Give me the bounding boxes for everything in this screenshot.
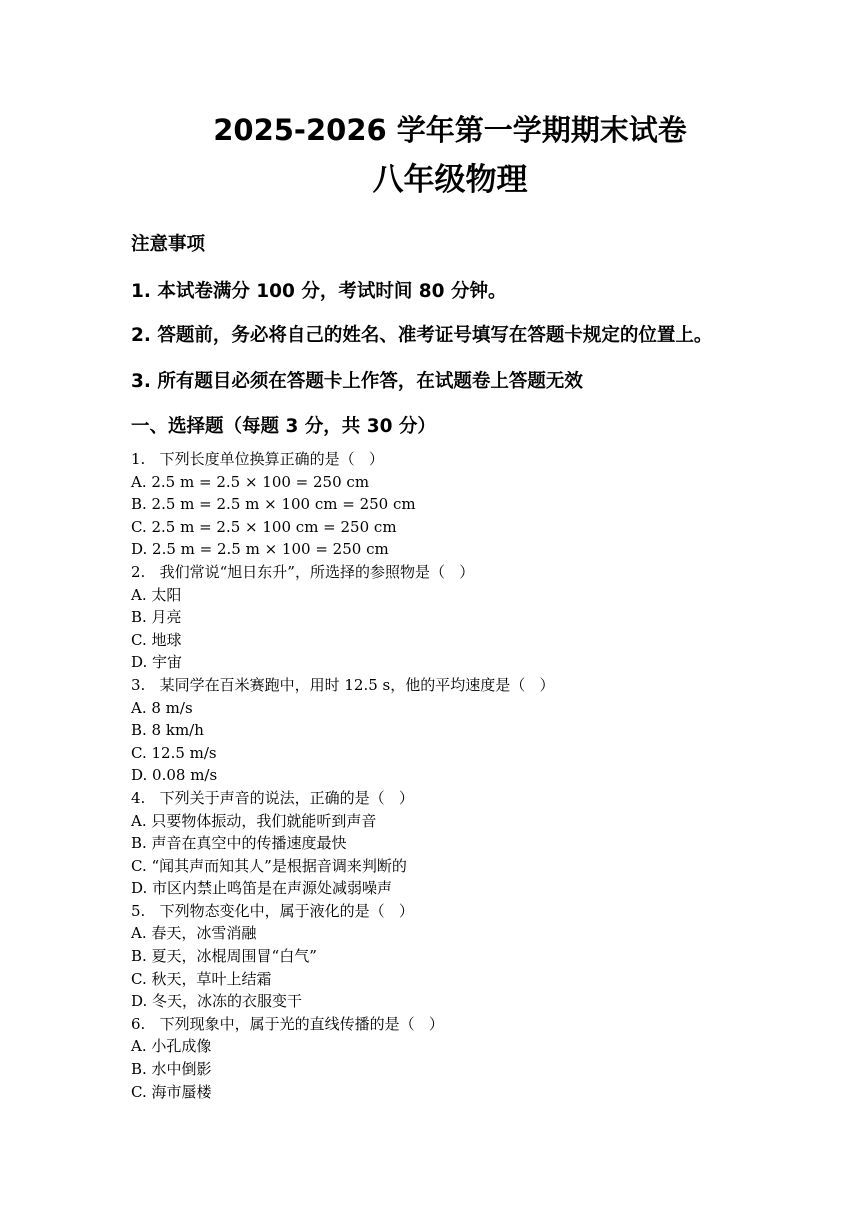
exam-subtitle: 八年级物理 [372,162,528,198]
question-stem: 3. 某同学在百米赛跑中，用时 12.5 s，他的平均速度是（ ） [131,675,555,694]
notice-item-2: 2. 答题前，务必将自己的姓名、准考证号填写在答题卡规定的位置上。 [131,325,713,346]
question-6 [131,1013,555,1103]
question-list [131,448,555,1103]
option-a: A. 2.5 m = 2.5 × 100 = 250 cm [131,472,370,491]
option-c: C. 2.5 m = 2.5 × 100 cm = 250 cm [131,517,397,536]
option-b: B. 夏天，冰棍周围冒“白气” [131,947,317,966]
question-stem: 2. 我们常说“旭日东升”，所选择的参照物是（ ） [131,562,475,581]
question-3 [131,674,555,787]
option-c: C. 12.5 m/s [131,743,217,762]
question-stem: 1. 下列长度单位换算正确的是（ ） [131,450,384,468]
option-d: D. 0.08 m/s [131,766,218,785]
question-2 [131,561,555,674]
notice-heading: 注意事项 [131,234,206,255]
question-5 [131,900,555,1013]
option-b: B. 声音在真空中的传播速度最快 [131,834,347,853]
option-b: B. 月亮 [131,608,182,627]
notice-item-3: 3. 所有题目必须在答题卡上作答，在试题卷上答题无效 [131,371,583,392]
question-stem: 5. 下列物态变化中，属于液化的是（ ） [131,901,414,920]
option-d: D. 冬天，冰冻的衣服变干 [131,992,303,1011]
notice-item-1: 1. 本试卷满分 100 分，考试时间 80 分钟。 [131,281,507,302]
option-c: C. 地球 [131,630,182,649]
section-heading-multiple-choice: 一、选择题（每题 3 分，共 30 分） [131,416,436,437]
option-a: A. 8 m/s [131,698,193,717]
option-a: A. 只要物体振动，我们就能听到声音 [131,811,377,830]
option-a: A. 春天，冰雪消融 [131,924,257,943]
question-stem: 6. 下列现象中，属于光的直线传播的是（ ） [131,1014,444,1033]
option-c: C. 秋天，草叶上结霜 [131,969,272,988]
option-c: C. “闻其声而知其人”是根据音调来判断的 [131,856,407,875]
option-d: D. 2.5 m = 2.5 m × 100 = 250 cm [131,540,389,559]
question-1 [131,448,555,561]
exam-title: 2025-2026 学年第一学期期末试卷 [213,113,687,147]
option-a: A. 太阳 [131,585,182,604]
question-stem: 4. 下列关于声音的说法，正确的是（ ） [131,788,414,807]
option-d: D. 宇宙 [131,653,183,672]
option-b: B. 2.5 m = 2.5 m × 100 cm = 250 cm [131,495,416,514]
option-c: C. 海市蜃楼 [131,1082,212,1101]
option-d: D. 市区内禁止鸣笛是在声源处减弱噪声 [131,879,393,898]
option-a: A. 小孔成像 [131,1037,212,1056]
option-b: B. 8 km/h [131,721,204,740]
question-4 [131,787,555,900]
option-b: B. 水中倒影 [131,1060,212,1079]
